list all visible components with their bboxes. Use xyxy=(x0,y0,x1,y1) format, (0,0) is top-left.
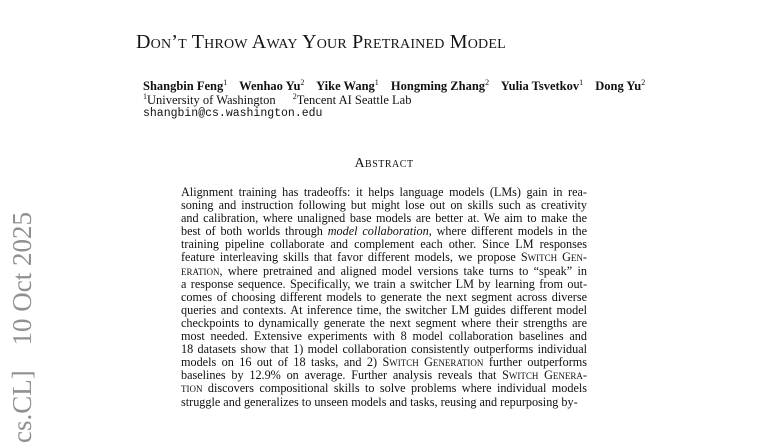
affiliation: $^2$Tencent AI Seattle Lab xyxy=(292,92,412,108)
abstract-line: struggle and generalizes to unseen models and tasks, reusing and repurposing by- xyxy=(181,394,578,409)
abstract-line: 18 datasets show that 1) model collaboration consistently outperforms individual xyxy=(181,342,587,357)
abstract-body xyxy=(181,186,587,409)
author-name: Yike Wang$^1$ xyxy=(316,78,379,94)
abstract-line: comes of choosing different models to generate the next segment across diverse xyxy=(181,289,587,304)
abstract-line: most needed. Extensive experiments with 8 model collaboration baselines and xyxy=(181,329,587,344)
arxiv-sidebar-stamp xyxy=(2,0,42,443)
author-name: Hongming Zhang$^2$ xyxy=(390,78,490,94)
author-name: Yulia Tsvetkov$^1$ xyxy=(500,78,584,94)
abstract-line: queries and contexts. At inference time, the switcher LM guides different model xyxy=(181,302,587,317)
affiliations xyxy=(143,92,411,108)
paper-title: Don’t Throw Away Your Pretrained Model xyxy=(136,31,506,53)
abstract-line: eration, where pretrained and aligned model versions take turns to “speak” in xyxy=(181,263,587,278)
author-name: Wenhao Yu$^2$ xyxy=(239,78,305,94)
abstract-line: best of both worlds through model collaboration, where different models in the xyxy=(181,224,587,239)
arxiv-category: cs.CL] xyxy=(7,370,37,443)
abstract-line: a response sequence. Specifically, we train a switcher LM by learning from out- xyxy=(181,276,587,291)
author-email: shangbin@cs.washington.edu xyxy=(143,107,323,120)
abstract-line: and calibration, where unaligned base models are better at. We aim to make the xyxy=(181,211,587,226)
abstract-line: Alignment training has tradeoffs: it helps language models (LMs) gain in rea- xyxy=(181,185,587,199)
abstract-line: checkpoints to dynamically generate the next segment where their strengths are xyxy=(181,315,587,330)
affiliation: $^1$University of Washington xyxy=(143,92,276,108)
abstract-line: models on 16 out of 18 tasks, and 2) Switch Generation further outperforms xyxy=(181,355,587,370)
author-name: Dong Yu$^2$ xyxy=(595,78,646,94)
arxiv-date: 10 Oct 2025 xyxy=(7,212,37,346)
abstract-line: tion discovers compositional skills to solve problems where individual models xyxy=(181,381,587,396)
abstract-heading: Abstract xyxy=(354,156,414,171)
author-name: Shangbin Feng$^1$ xyxy=(143,78,228,94)
abstract-line: baselines by 12.9% on average. Further analysis reveals that Switch Genera- xyxy=(181,368,587,383)
abstract-line: feature interleaving skills that favor different models, we propose Switch Gen- xyxy=(181,250,587,265)
abstract-line: training pipeline collaborate and complement each other. Since LM responses xyxy=(181,237,587,252)
abstract-line: soning and instruction following but might lose out on skills such as creativity xyxy=(181,198,587,213)
